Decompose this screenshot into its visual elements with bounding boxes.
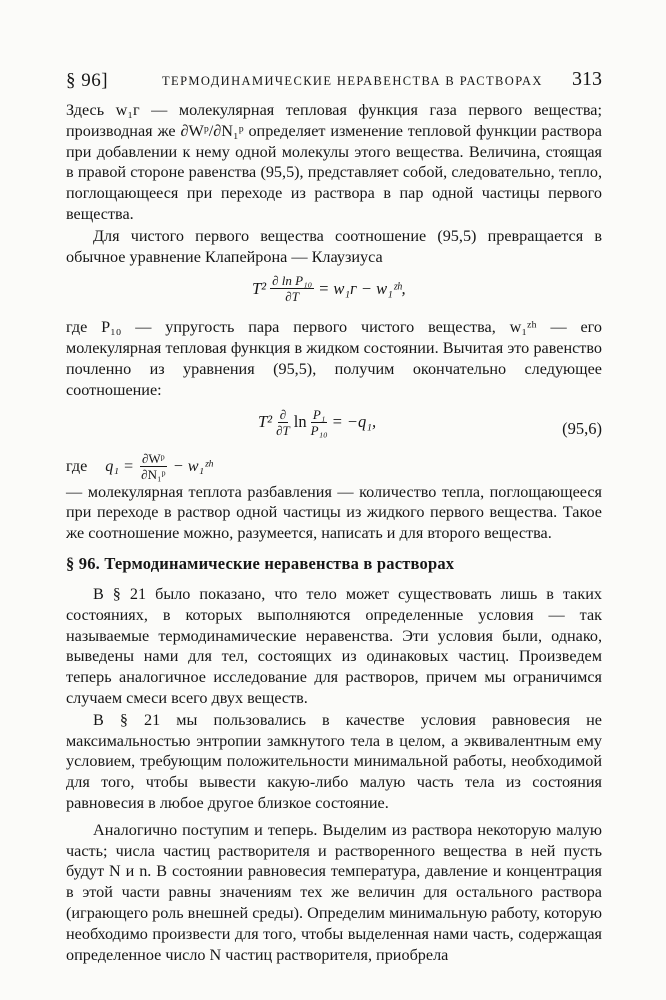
q-def-numerator: ∂Wᵖ bbox=[141, 450, 165, 466]
eq1-rhs: = w₁ᴦ − w₁ᶻʰ, bbox=[318, 278, 406, 298]
paragraph-4: — молекулярная теплота разбавления — количество тепла, поглощающееся при переходе в раствор одной частицы из жидкого первого вещества. Такое же соотношение можно, разумеется, написать и для второго вещества. bbox=[66, 482, 602, 543]
paragraph-7: Аналогично поступим и теперь. Выделим из раствора некоторую малую часть; числа частиц растворителя и растворенного вещества в ней пусть будут N и n. В состоянии равновесия температура, давление и концентрация в этой части равны значениям тех же величин для остального раствора (играющего роль внешней среды). Определим минимальную работу, которую необходимо произвести для того, чтобы выделенная нами часть, содержащая определенное число N частиц растворителя, приобрела bbox=[66, 820, 602, 964]
eq1-fraction bbox=[270, 273, 314, 304]
page-number: 313 bbox=[572, 68, 602, 90]
heat-of-dilution-definition bbox=[66, 451, 602, 482]
q-def-fraction bbox=[140, 451, 167, 482]
paragraph-5: В § 21 было показано, что тело может существовать лишь в таких состояниях, в которых выполняются определенные условия — так называемые термодинамические неравенства. Эти условия были, однако, выведены нами для тел, состоящих из одинаковых частиц. Произведем теперь аналогичное исследование для растворов, причем мы ограничимся случаем смеси всего двух веществ. bbox=[66, 584, 602, 707]
header-running-title: ТЕРМОДИНАМИЧЕСКИЕ НЕРАВЕНСТВА В РАСТВОРАХ bbox=[162, 74, 543, 88]
paragraph-6: В § 21 мы пользовались в качестве условия равновесия не максимальностью энтропии замкнутого тела в целом, а эквивалентным ему условием, требующим положительности минимальной работы, необходимой для того, чтобы вывести какую-либо малую часть тела из состояния равновесия в любое другое близкое состояние. bbox=[66, 710, 602, 812]
section-title: § 96. Термодинамические неравенства в растворах bbox=[66, 553, 455, 573]
q-def-denominator: ∂N₁ᵖ bbox=[141, 466, 166, 482]
equation-number: (95,6) bbox=[562, 418, 602, 438]
paragraph-1: Здесь w₁ᴦ — молекулярная тепловая функция газа первого вещества; производная же ∂Wᵖ/∂N₁ᵖ определяет изменение тепловой функции раствора при добавлении к нему одной молекулы этого вещества. Величина, стоящая в правой стороне равенства (95,5), представляет собой, следовательно, тепло, поглощающееся при переходе из раствора в пар одной частицы первого вещества. bbox=[66, 101, 602, 223]
q-def-lhs: q₁ = bbox=[105, 457, 134, 476]
paragraph-3: где P₁₀ — упругость пара первого чистого вещества, w₁ᶻʰ — его молекулярная тепловая функция в жидком состоянии. Вычитая это равенство почленно из уравнения (95,5), получим окончательно следующее соотношение: bbox=[66, 318, 602, 399]
eq2-rhs: = −q₁, bbox=[331, 412, 377, 432]
eq2-fraction bbox=[311, 407, 328, 438]
eq2-numerator: P₁ bbox=[312, 406, 326, 422]
eq2-denominator: P₁₀ bbox=[310, 422, 328, 438]
equation-clapeyron: T² $\frac{\text{∂ ln P₁₀}}{\partial T}$ = w₁ᴦ − w₁ᶻʰ, bbox=[252, 273, 406, 305]
eq1-denominator: ∂T bbox=[285, 289, 299, 305]
header-section-ref: § 96] bbox=[66, 70, 109, 91]
q-def-minus: − w₁ᶻʰ bbox=[172, 457, 213, 476]
eq1-numerator: ∂ ln P₁₀ bbox=[272, 273, 313, 289]
equation-95-6: T² $\frac{\partial}{\partial T}$ ln $\frac{\text{P₁}}{\text{P₁₀}}$ = −q₁, (95,6) bbox=[258, 406, 602, 438]
running-header bbox=[66, 68, 602, 96]
page-body bbox=[66, 100, 602, 965]
q-def-prefix: где bbox=[66, 457, 88, 476]
paragraph-2: Для чистого первого вещества соотношение (95,5) превращается в обычное уравнение Клапейрона — Клаузиуса bbox=[66, 226, 602, 266]
